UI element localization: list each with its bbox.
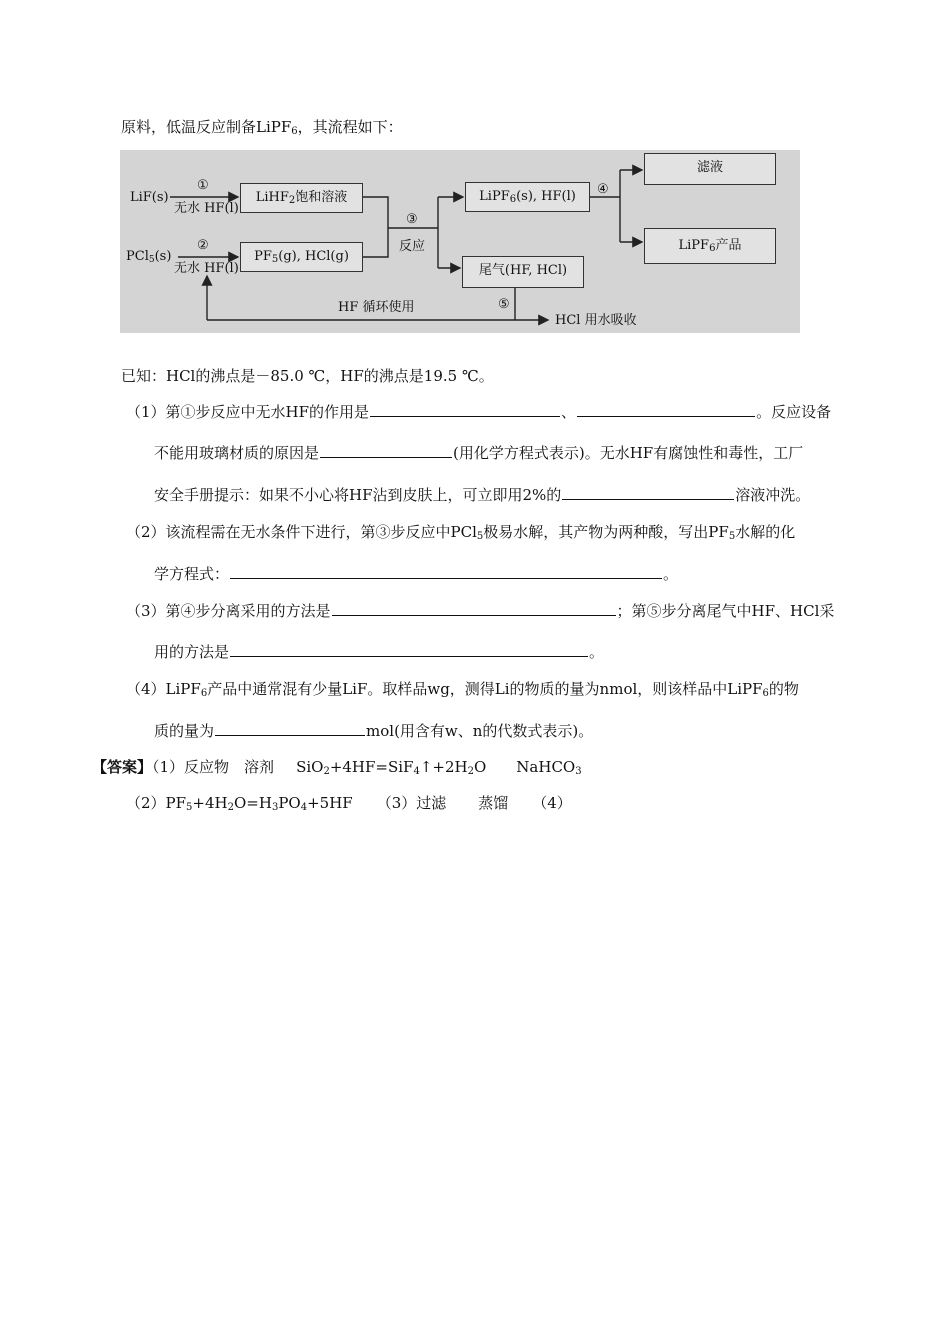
anhydrous-hf-label-2: 无水 HF(l) [174, 261, 239, 276]
lif-label: LiF(s) [130, 190, 169, 205]
step2-marker: ② [197, 238, 209, 253]
box-lihf2: LiHF$_2$饱和溶液 [240, 183, 363, 213]
q3-line1: （3）第④步分离采用的方法是 ；第⑤步分离尾气中HF、HCl采 [126, 599, 834, 622]
step5-marker: ⑤ [498, 297, 510, 312]
box-lipf6-product: LiPF$_6$产品 [644, 228, 776, 264]
box-tail-gas: 尾气(HF, HCl) [462, 256, 584, 288]
flowchart-figure [120, 150, 800, 333]
hcl-absorb-label: HCl 用水吸收 [555, 313, 637, 328]
q3-line2: 用的方法是 。 [154, 640, 604, 663]
known-info: 已知：HCl的沸点是－85.0 ℃，HF的沸点是19.5 ℃。 [121, 367, 494, 385]
box-lipf6-hf: LiPF$_6$(s), HF(l) [465, 182, 590, 212]
q1-line2: 不能用玻璃材质的原因是 (用化学方程式表示)。无水HF有腐蚀性和毒性，工厂 [154, 441, 803, 464]
answer-label: 【答案】 [92, 758, 153, 776]
q2-line2: 学方程式： 。 [154, 562, 678, 585]
step1-marker: ① [197, 178, 209, 193]
q2-line1: （2）该流程需在无水条件下进行，第③步反应中PCl$_5$极易水解，其产物为两种酸，写出$PF_5$水解的化 [126, 523, 796, 542]
intro-text: 原料，低温反应制备LiPF$_6$，其流程如下： [121, 118, 403, 137]
answer-line2: $(2)PF_5+4H_2O=H_3PO_4+5HF$ （3）过滤 蒸馏 （4） [126, 794, 572, 813]
q4-line2: 质的量为 mol(用含有w、n的代数式表示)。 [154, 719, 593, 742]
anhydrous-hf-label-1: 无水 HF(l) [174, 201, 239, 216]
answer-line1: 【答案】（1）反应物 溶剂 $SiO_2+4HF=SiF_4↑+2H_2O$ NaHCO$_3$ [92, 758, 582, 777]
merge-bracket [363, 197, 388, 257]
q1-line3: 安全手册提示：如果不小心将HF沾到皮肤上，可立即用2%的 溶液冲洗。 [154, 483, 810, 506]
hf-recycle-label: HF 循环使用 [338, 300, 415, 315]
step3-marker: ③ [406, 212, 418, 227]
q4-line1: （4）LiPF$_6$产品中通常混有少量LiF。取样品wg，测得Li的物质的量为nmol，则该样品中LiPF$_6$的物 [126, 680, 799, 699]
reaction-label: 反应 [399, 239, 426, 254]
q1-line1: （1）第①步反应中无水HF的作用是 、 。反应设备 [126, 400, 831, 423]
pcl5-label: PCl$_5$(s) [126, 249, 172, 265]
box-filtrate: 滤液 [644, 153, 776, 185]
box-pf5-hcl: $PF_5(g)$, HCl(g) [240, 242, 363, 272]
step4-marker: ④ [597, 182, 609, 197]
